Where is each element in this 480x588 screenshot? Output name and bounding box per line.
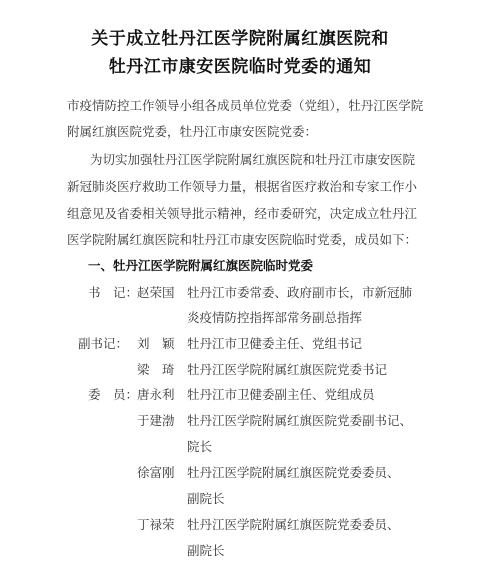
member-duty-line1: 牡丹江市卫健委主任、党组书记 <box>187 336 363 351</box>
member-duty-line2: 副院长 <box>187 543 225 558</box>
section-heading: 一、牡丹江医学院附属红旗医院临时党委 <box>88 258 314 273</box>
member-duty-line1: 牡丹江市卫健委副主任、党组成员 <box>187 387 375 402</box>
member-duty-line2: 炎疫情防控指挥部常务副总指挥 <box>187 310 363 325</box>
member-name: 刘 颖 <box>137 336 175 351</box>
member-duty-line2: 副院长 <box>187 491 225 506</box>
member-name: 梁 琦 <box>137 362 175 377</box>
body-paragraph-line1: 为切实加强牡丹江医学院附属红旗医院和牡丹江市康安医院 <box>90 152 416 167</box>
member-name: 于建渤 <box>137 413 175 428</box>
member-duty-line1: 牡丹江医学院附属红旗医院党委书记 <box>187 362 388 377</box>
member-role: 副书记： <box>78 336 129 351</box>
member-role: 委 员： <box>88 387 139 402</box>
body-paragraph-line3: 组意见及省委相关领导批示精神，经市委研究，决定成立牡丹江 <box>67 206 418 221</box>
member-duty-line1: 牡丹江医学院附属红旗医院党委副书记、 <box>187 413 413 428</box>
member-role: 书 记： <box>88 285 139 300</box>
member-duty-line1: 牡丹江医学院附属红旗医院党委委员、 <box>187 465 400 480</box>
member-name: 徐富刚 <box>137 465 175 480</box>
address-line1: 市疫情防控工作领导小组各成员单位党委（党组），牡丹江医学院 <box>67 98 424 113</box>
member-name: 唐永利 <box>137 387 175 402</box>
body-paragraph-line4: 医学院附属红旗医院和牡丹江市康安医院临时党委，成员如下： <box>67 232 418 247</box>
member-name: 赵荣国 <box>137 285 175 300</box>
address-line2: 附属红旗医院党委，牡丹江市康安医院党委： <box>67 124 318 139</box>
member-duty-line1: 牡丹江医学院附属红旗医院党委委员、 <box>187 517 400 532</box>
member-name: 丁禄荣 <box>137 517 175 532</box>
member-duty-line2: 院长 <box>187 439 213 454</box>
document-title-line1: 关于成立牡丹江医学院附属红旗医院和 <box>91 29 389 49</box>
body-paragraph-line2: 新冠肺炎医疗救助工作领导力量，根据省医疗救治和专家工作小 <box>67 179 418 194</box>
document-title-line2: 牡丹江市康安医院临时党委的通知 <box>108 57 372 77</box>
member-duty-line1: 牡丹江市委常委、政府副市长，市新冠肺 <box>187 285 413 300</box>
